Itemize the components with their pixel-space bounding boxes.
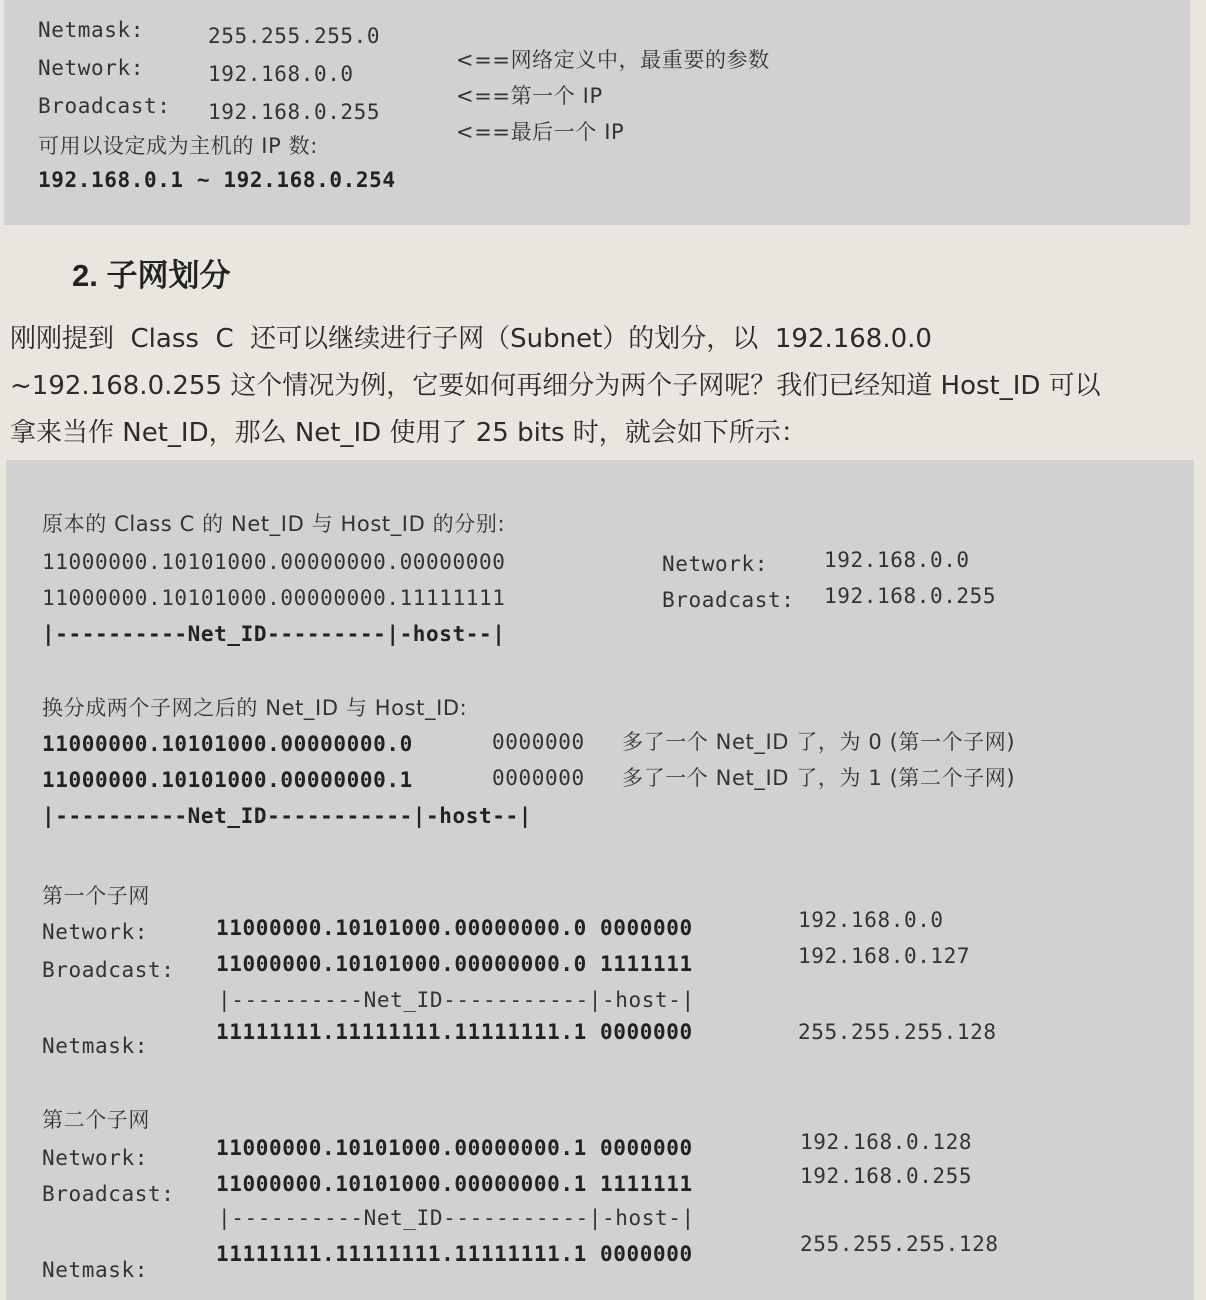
netmask-value: 255.255.255.0 — [208, 24, 381, 48]
hosts-label: 可用以设定成为主机的 IP 数: — [38, 134, 318, 158]
subnet1-netmask-bin: 11111111.11111111.11111111.1 0000000 — [216, 1020, 693, 1044]
netmask-label: Netmask: — [38, 18, 144, 42]
subnet2-network-ip: 192.168.0.128 — [800, 1130, 973, 1154]
subnet2-netmask-bin: 11111111.11111111.11111111.1 0000000 — [216, 1242, 693, 1266]
orig-title: 原本的 Class C 的 Net_ID 与 Host_ID 的分别: — [42, 512, 506, 536]
split-note-2: 多了一个 Net_ID 了，为 1 (第二个子网) — [622, 766, 1016, 790]
split-host-2: 0000000 — [492, 766, 585, 790]
subnet2-broadcast-label: Broadcast: — [42, 1182, 175, 1206]
subnet1-network-label: Network: — [42, 920, 148, 944]
top-code-block — [4, 0, 1190, 225]
subnet2-netmask-ip: 255.255.255.128 — [800, 1232, 999, 1256]
subnet1-netmask-label: Netmask: — [42, 1034, 148, 1058]
subnet1-network-bin: 11000000.10101000.00000000.0 0000000 — [216, 916, 693, 940]
subnet2-netmask-label: Netmask: — [42, 1258, 148, 1282]
netmask-comment: <==网络定义中，最重要的参数 — [456, 48, 770, 72]
subnet1-broadcast-label: Broadcast: — [42, 958, 175, 982]
subnet1-broadcast-ip: 192.168.0.127 — [798, 944, 971, 968]
subnet2-broadcast-ip: 192.168.0.255 — [800, 1164, 973, 1188]
network-comment: <==第一个 IP — [456, 84, 603, 108]
subnet2-broadcast-bin: 11000000.10101000.00000000.1 1111111 — [216, 1172, 693, 1196]
network-value: 192.168.0.0 — [208, 62, 354, 86]
section-heading: 2. 子网划分 — [72, 258, 231, 293]
network-label: Network: — [38, 56, 144, 80]
para-line-1: 刚刚提到 Class C 还可以继续进行子网（Subnet）的划分，以 192.168.0.0 — [10, 324, 932, 354]
subnet1-broadcast-bin: 11000000.10101000.00000000.0 1111111 — [216, 952, 693, 976]
broadcast-comment: <==最后一个 IP — [456, 120, 625, 144]
orig-network-value: 192.168.0.0 — [824, 548, 970, 572]
broadcast-value: 192.168.0.255 — [208, 100, 381, 124]
subnet-code-block — [6, 460, 1194, 1300]
para-line-3: 拿来当作 Net_ID，那么 Net_ID 使用了 25 bits 时，就会如下所示： — [10, 418, 807, 448]
subnet2-network-label: Network: — [42, 1146, 148, 1170]
orig-bin-broadcast: 11000000.10101000.00000000.11111111 — [42, 586, 506, 610]
para-line-2: ~192.168.0.255 这个情况为例，它要如何再细分为两个子网呢？我们已经知道 Host_ID 可以 — [10, 371, 1101, 401]
split-bin-1: 11000000.10101000.00000000.0 — [42, 732, 413, 756]
subnet1-netmask-ip: 255.255.255.128 — [798, 1020, 997, 1044]
split-divider: |----------Net_ID-----------|-host--| — [42, 804, 532, 828]
orig-bin-network: 11000000.10101000.00000000.00000000 — [42, 550, 506, 574]
broadcast-label: Broadcast: — [38, 94, 171, 118]
subnet1-network-ip: 192.168.0.0 — [798, 908, 944, 932]
subnet1-title: 第一个子网 — [42, 884, 150, 908]
orig-broadcast-label: Broadcast: — [662, 588, 795, 612]
hosts-range: 192.168.0.1 ~ 192.168.0.254 — [38, 168, 396, 192]
orig-divider: |----------Net_ID---------|-host--| — [42, 622, 506, 646]
split-title: 换分成两个子网之后的 Net_ID 与 Host_ID: — [42, 696, 468, 720]
subnet2-title: 第二个子网 — [42, 1108, 150, 1132]
split-host-1: 0000000 — [492, 730, 585, 754]
orig-network-label: Network: — [662, 552, 768, 576]
split-note-1: 多了一个 Net_ID 了，为 0 (第一个子网) — [622, 730, 1016, 754]
subnet1-divider: |----------Net_ID-----------|-host-| — [218, 988, 695, 1012]
subnet2-network-bin: 11000000.10101000.00000000.1 0000000 — [216, 1136, 693, 1160]
subnet2-divider: |----------Net_ID-----------|-host-| — [218, 1206, 695, 1230]
orig-broadcast-value: 192.168.0.255 — [824, 584, 997, 608]
split-bin-2: 11000000.10101000.00000000.1 — [42, 768, 413, 792]
